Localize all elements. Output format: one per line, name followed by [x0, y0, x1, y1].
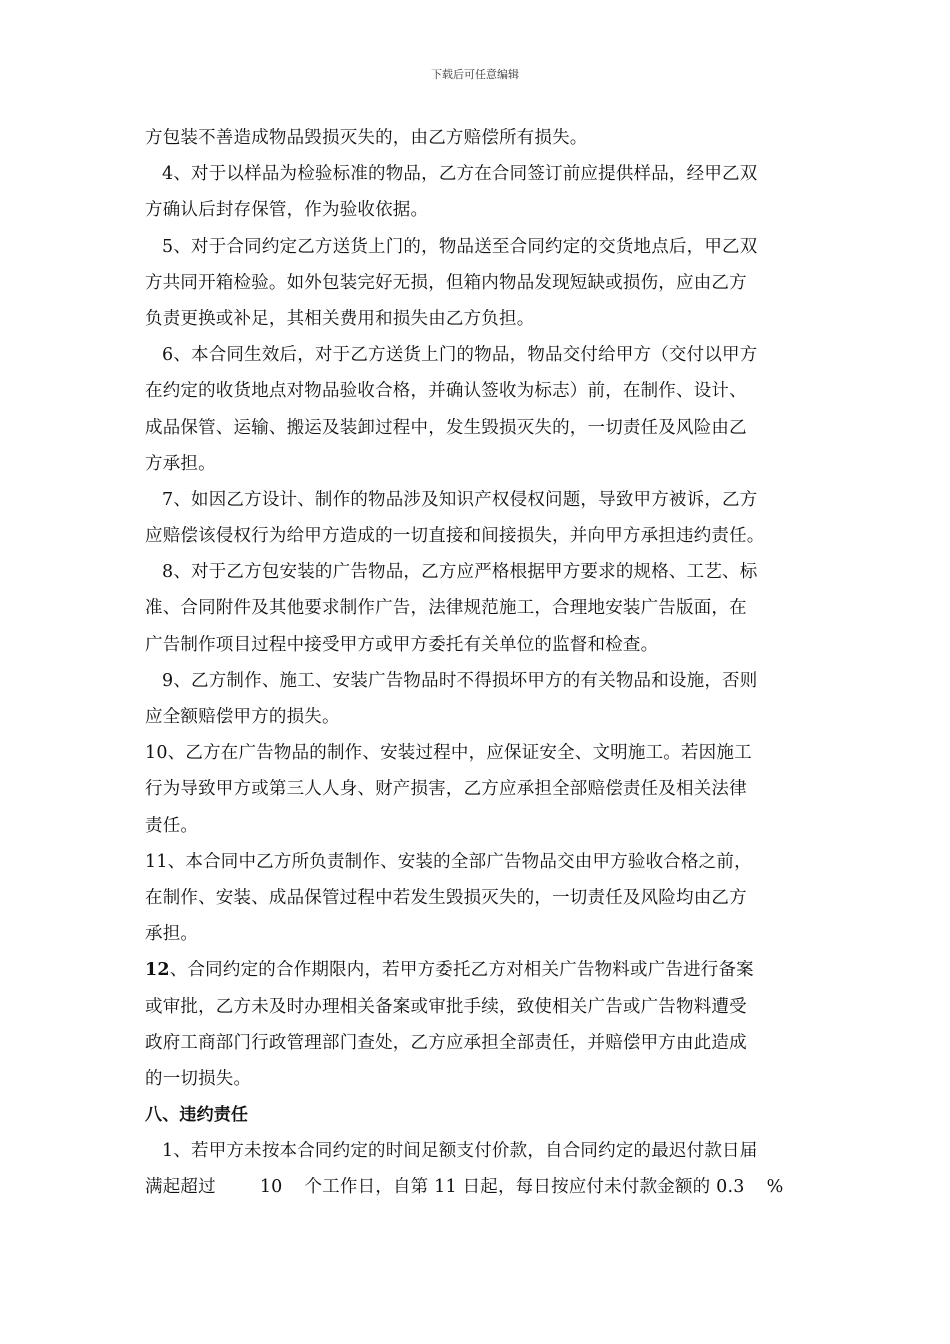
document-body [145, 120, 810, 1206]
text-line: 4、对于以样品为检验标准的物品，乙方在合同签订前应提供样品，经甲乙双 [162, 164, 758, 185]
text-line: 6、本合同生效后，对于乙方送货上门的物品，物品交付给甲方（交付以甲方 [162, 345, 758, 366]
text-line: 10、乙方在广告物品的制作、安装过程中，应保证安全、文明施工。若因施工 [145, 743, 752, 764]
text-line: 7、如因乙方设计、制作的物品涉及知识产权侵权问题，导致甲方被诉，乙方 [162, 489, 758, 510]
text-line: 在约定的收货地点对物品验收合格，并确认签收为标志）前，在制作、设计、 [145, 381, 747, 402]
text-line: 行为导致甲方或第三人人身、财产损害，乙方应承担全部赔偿责任及相关法律 [145, 779, 747, 800]
text-line: 广告制作项目过程中接受甲方或甲方委托有关单位的监督和检查。 [145, 634, 659, 655]
text-line: 9、乙方制作、施工、安装广告物品时不得损坏甲方的有关物品和设施，否则 [162, 670, 758, 691]
text-line: 应赔偿该侵权行为给甲方造成的一切直接和间接损失，并向甲方承担违约责任。 [145, 526, 765, 547]
percent-sign: % [766, 1177, 784, 1198]
text-line: 政府工商部门行政管理部门查处，乙方应承担全部责任，并赔偿甲方由此造成 [145, 1032, 747, 1053]
text-line: 1、若甲方未按本合同约定的时间足额支付价款，自合同约定的最迟付款日届 [162, 1141, 758, 1162]
text-line: 责任。 [145, 815, 199, 836]
text-line: 成品保管、运输、搬运及装卸过程中，发生毁损灭失的，一切责任及风险由乙 [145, 417, 747, 438]
text-fragment: 个工作日，自第 11 日起，每日按应付未付款金额的 0.3 [304, 1177, 745, 1198]
text-line: 8、对于乙方包安装的广告物品，乙方应严格根据甲方要求的规格、工艺、标 [162, 562, 758, 583]
section-heading: 八、违约责任 [145, 1105, 249, 1126]
text-line: 方确认后封存保管，作为验收依据。 [145, 200, 429, 221]
text-line: 方包装不善造成物品毁损灭失的，由乙方赔偿所有损失。 [145, 128, 588, 148]
text-line: 或审批，乙方未及时办理相关备案或审批手续，致使相关广告或广告物料遭受 [145, 996, 747, 1017]
text-line: 11、本合同中乙方所负责制作、安装的全部广告物品交由甲方验收合格之前， [145, 851, 752, 872]
text-line: 5、对于合同约定乙方送货上门的，物品送至合同约定的交货地点后，甲乙双 [162, 236, 758, 257]
clause-number: 12 [145, 960, 170, 981]
clause-text: 、合同约定的合作期限内，若甲方委托乙方对相关广告物料或广告进行备案 [169, 960, 754, 981]
text-line: 方承担。 [145, 453, 216, 474]
text-line: 负责更换或补足，其相关费用和损失由乙方负担。 [145, 308, 535, 329]
text-line [145, 952, 810, 988]
text-line: 应全额赔偿甲方的损失。 [145, 707, 340, 727]
page-header: 下载后可任意编辑 [431, 68, 519, 81]
text-line: 在制作、安装、成品保管过程中若发生毁损灭失的，一切责任及风险均由乙方 [145, 887, 747, 908]
text-line: 的一切损失。 [145, 1068, 252, 1089]
fill-in-value: 10 [259, 1177, 283, 1198]
text-line: 方共同开箱检验。如外包装完好无损，但箱内物品发现短缺或损伤，应由乙方 [145, 272, 747, 293]
text-fragment: 满起超过 [145, 1177, 216, 1198]
text-line: 承担。 [145, 924, 199, 945]
text-line [145, 1169, 810, 1205]
text-line: 准、合同附件及其他要求制作广告，法律规范施工，合理地安装广告版面，在 [145, 598, 747, 619]
